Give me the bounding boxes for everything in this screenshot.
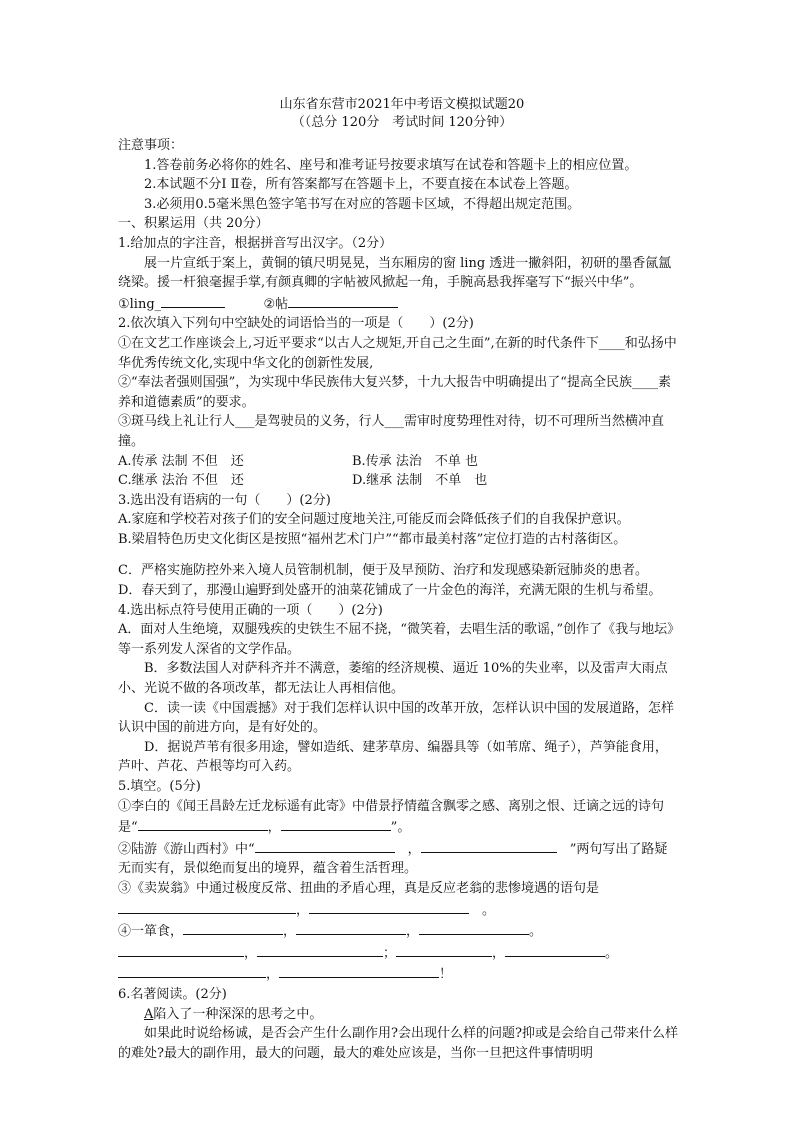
q2-stem: 2.依次填入下列句中空缺处的词语恰当的一项是（ ）(2分)	[118, 316, 474, 332]
q1-answer-1-label: ①ling_	[118, 296, 162, 312]
q5-item-4-blank-8[interactable]	[118, 963, 266, 978]
section-heading: 一、积累运用（共 20分）	[118, 216, 269, 232]
q5-item-4-cont-1: ， ； ， 。	[118, 942, 680, 964]
q6-line-a	[118, 1005, 680, 1025]
q4-option-a: A．面对人生绝境，双腿残疾的史铁生不屈不挠，“微笑着，去唱生活的歌谣，”创作了《我与地坛》等一系列发人深省的文学作品。	[118, 622, 674, 657]
q5-item-4-cont-2: ， ！	[118, 963, 680, 985]
note-1: 1.答卷前务必将你的姓名、座号和准考证号按要求填写在试卷和答题卡上的相应位置。	[144, 157, 638, 173]
q2-sentence-2: ②“奉法者强则国强”，为实现中华民族伟大复兴梦，十九大报告中明确提出了“提高全民族____素养和道德素质”的要求。	[118, 375, 671, 410]
q2-options-row-1	[118, 452, 680, 472]
q2-option-b: B.传承 法治 不单 也	[352, 453, 478, 469]
exam-subtitle: （（总分 120分 考试时间 120分钟）	[291, 115, 513, 130]
exam-title: 山东省东营市2021年中考语文模拟试题20	[279, 97, 525, 112]
q5-item-1-blank-2[interactable]	[281, 816, 391, 831]
q5-item-1: ①李白的《闻王昌龄左迁龙标遥有此寄》中借景抒情蕴含飘零之感、离别之恨、迁谪之远的诗句是“ ， ”。	[118, 798, 665, 836]
q2-options-row-2	[118, 471, 680, 491]
q2-option-d: D.继承 法制 不单 也	[352, 473, 488, 489]
note-2: 2.本试题不分Ⅰ Ⅱ卷，所有答案都写在答题卡上，不要直接在本试卷上答题。	[144, 177, 578, 193]
q5-item-2-blank-1[interactable]	[255, 838, 395, 853]
q1-answer-2-blank[interactable]	[288, 293, 398, 308]
q5-item-4-blank-7[interactable]	[505, 942, 605, 957]
q5-item-4-blank-6[interactable]	[396, 942, 492, 957]
q1-answer-2-label: ②帖	[263, 296, 289, 312]
q2-sentence-1: ①在文艺工作座谈会上,习近平要求“以古人之规矩,开自己之生面”,在新的时代条件下____和弘扬中华优秀传统文化,实现中华文化的创新性发展,	[118, 335, 677, 371]
q3-option-a: A.家庭和学校若对孩子们的安全问题过度地关注,可能反而会降低孩子们的自我保护意识。	[118, 512, 630, 528]
q5-item-2-text: ②陆游《游山西村》中“	[118, 841, 255, 857]
q5-item-4-blank-3[interactable]	[419, 920, 529, 935]
q6-line-a-text: 陷入了一种深深的思考之中。	[153, 1006, 323, 1022]
q5-item-4-text: ④一箪食，	[118, 924, 184, 940]
q5-item-3-blank-1[interactable]	[118, 899, 296, 914]
q4-option-b: B．多数法国人对萨科齐并不满意，萎缩的经济规模、逼近 10%的失业率，以及雷声大雨点小、光说不做的各项改革，都无法让人再相信他。	[118, 661, 668, 697]
q3-option-d: D．春天到了，那漫山遍野到处盛开的油菜花铺成了一片金色的海洋，充满无限的生机与希望。	[118, 583, 662, 599]
q5-item-1-blank-1[interactable]	[138, 816, 268, 831]
q4-option-d: D．据说芦苇有很多用途，譬如造纸、建茅草房、编器具等（如苇席、绳子），芦笋能食用，芦叶、芦花、芦根等均可入药。	[118, 739, 668, 775]
q3-option-c: C．严格实施防控外来入境人员管制机制，便于及早预防、治疗和发现感染新冠肺炎的患者。	[118, 563, 648, 579]
q4-stem: 4.选出标点符号使用正确的一项（ ）(2分)	[118, 602, 383, 618]
q6-underlined-a: A	[144, 1006, 154, 1022]
q3-option-b: B.梁眉特色历史文化街区是按照“福州艺术门户”“都市最美村落”定位打造的古村落街区。	[118, 531, 627, 547]
q6-stem: 6.名著阅读。(2分)	[118, 986, 227, 1002]
q5-item-2-rest: ”两句写出了路疑无而实有，景似绝而复出的境界，蕴含着生活哲理。	[118, 841, 668, 877]
exam-page	[118, 96, 680, 1063]
q5-item-4-blank-2[interactable]	[296, 920, 406, 935]
q5-item-4: ④一箪食， ， ， 。	[118, 920, 680, 942]
q5-item-4-blank-5[interactable]	[257, 942, 383, 957]
q5-item-3-blank-2[interactable]	[309, 899, 469, 914]
q5-item-2-blank-2[interactable]	[421, 838, 557, 853]
note-3: 3.必须用0.5毫米黑色签字笔书写在对应的答题卡区域，不得超出规定范围。	[144, 196, 581, 212]
q1-answers	[118, 293, 680, 315]
q5-item-4-blank-9[interactable]	[279, 963, 439, 978]
q2-option-c: C.继承 法治 不但 还	[118, 473, 244, 489]
notes-heading: 注意事项：	[118, 138, 184, 153]
q1-text: 展一片宣纸于案上，黄铜的镇尺明晃晃，当东厢房的窗 ling 透进一撇斜阳，初研的墨香氤氲绕梁。援一杆狼毫握手掌,有颜真卿的字帖被风掀起一角，手腕高悬我挥毫写下“振兴中华”。	[118, 255, 672, 291]
q2-sentence-3: ③斑马线上礼让行人___是驾驶员的义务，行人___需审时度势理性对待，切不可理所当然横冲直撞。	[118, 414, 665, 449]
q6-paragraph: 如果此时说给杨诚，是否会产生什么副作用?会出现什么样的问题?抑或是会给自己带来什么样的难处?最大的副作用，最大的问题，最大的难处应该是，当你一旦把这件事情明明	[118, 1026, 678, 1061]
q5-stem: 5.填空。(5分)	[118, 779, 201, 794]
q5-item-1-end: ”。	[390, 820, 411, 836]
q5-item-4-blank-1[interactable]	[183, 920, 283, 935]
q5-item-1-text: ①李白的《闻王昌龄左迁龙标遥有此寄》中借景抒情蕴含飘零之感、离别之恨、迁谪之远的诗句是“	[118, 798, 665, 836]
q1-answer-1-blank[interactable]	[161, 293, 225, 308]
q5-item-2: ②陆游《游山西村》中“ ， ”两句写出了路疑无而实有，景似绝而复出的境界，蕴含着生活哲理。	[118, 838, 680, 879]
q1-stem: 1.给加点的字注音，根据拼音写出汉字。（2分）	[118, 235, 393, 251]
q2-option-a: A.传承 法制 不但 还	[118, 453, 244, 469]
q5-item-3: ③《卖炭翁》中通过极度反常、扭曲的矛盾心理，真是反应老翁的悲惨境遇的语句是， 。	[118, 880, 600, 918]
q3-stem: 3.选出没有语病的一句（ ）(2分)	[118, 492, 331, 508]
q5-item-4-blank-4[interactable]	[118, 942, 244, 957]
q4-option-c: C．读一读《中国震撼》对于我们怎样认识中国的改革开放，怎样认识中国的发展道路，怎样认识中国的前进方向，是有好处的。	[118, 700, 674, 736]
q5-item-3-text: ③《卖炭翁》中通过极度反常、扭曲的矛盾心理，真是反应老翁的悲惨境遇的语句是	[118, 880, 600, 896]
